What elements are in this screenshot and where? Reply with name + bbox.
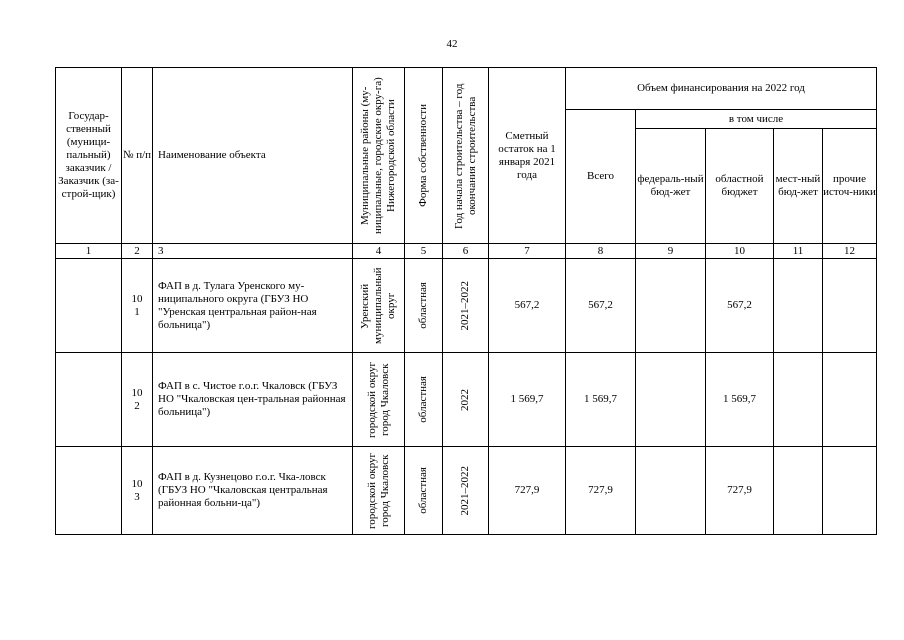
header-regional: областной бюджет	[705, 128, 774, 244]
row-3-municipality	[352, 446, 405, 535]
row-3-ownership-text: областная	[417, 467, 429, 514]
column-number-3: 3	[152, 243, 353, 259]
row-3-no: 10 3	[121, 446, 153, 535]
row-1-municipality-text: Уренский муниципальный округ	[359, 267, 397, 344]
row-3-ownership	[404, 446, 443, 535]
row-1-regional: 567,2	[705, 258, 774, 353]
row-3-federal	[635, 446, 706, 535]
row-1-years-text: 2021–2022	[459, 280, 471, 331]
row-3-other	[822, 446, 877, 535]
header-customer: Государ-ственный (муници-пальный) заказчик / Заказчик (за-строй-щик)	[55, 67, 122, 244]
page-number: 42	[446, 38, 458, 50]
row-1-ownership-text: областная	[417, 282, 429, 329]
row-3-years	[442, 446, 489, 535]
header-total: Всего	[565, 109, 636, 244]
row-2-ownership-text: областная	[417, 376, 429, 423]
row-1-years	[442, 258, 489, 353]
header-other: прочие источ-ники	[822, 128, 877, 244]
header-ownership	[404, 67, 443, 244]
header-estimate: Сметный остаток на 1 января 2021 года	[488, 67, 566, 244]
row-1-total: 567,2	[565, 258, 636, 353]
row-3-customer	[55, 446, 122, 535]
row-3-regional: 727,9	[705, 446, 774, 535]
row-2-no: 10 2	[121, 352, 153, 447]
row-2-regional: 1 569,7	[705, 352, 774, 447]
column-number-4: 4	[352, 243, 405, 259]
column-number-9: 9	[635, 243, 706, 259]
header-local: мест-ный бюд-жет	[773, 128, 823, 244]
row-3-name: ФАП в д. Кузнецово г.о.г. Чка-ловск (ГБУЗ НО "Чкаловская центральная районная больни-ца")	[152, 446, 353, 535]
column-number-6: 6	[442, 243, 489, 259]
header-years-text: Год начала строительства – год окончания строительства	[452, 82, 478, 229]
header-federal: федераль-ный бюд-жет	[635, 128, 706, 244]
header-row-no: № п/п	[121, 67, 153, 244]
row-1-municipality	[352, 258, 405, 353]
row-2-federal	[635, 352, 706, 447]
row-1-name: ФАП в д. Тулага Уренского му-ниципального округа (ГБУЗ НО "Уренская центральная район-ная больница")	[152, 258, 353, 353]
row-1-estimate: 567,2	[488, 258, 566, 353]
row-1-no: 10 1	[121, 258, 153, 353]
column-number-5: 5	[404, 243, 443, 259]
row-2-total: 1 569,7	[565, 352, 636, 447]
header-municipality-text: Муниципальные районы (му-ниципальные, городские окру-га) Нижегородской области	[359, 77, 397, 234]
row-1-ownership	[404, 258, 443, 353]
row-3-years-text: 2021–2022	[459, 465, 471, 516]
row-3-local	[773, 446, 823, 535]
row-2-years-text: 2022	[459, 388, 471, 411]
header-financing: Объем финансирования на 2022 год	[565, 67, 877, 110]
row-1-local	[773, 258, 823, 353]
row-2-estimate: 1 569,7	[488, 352, 566, 447]
header-ownership-text: Форма собственности	[417, 104, 429, 207]
column-number-8: 8	[565, 243, 636, 259]
row-2-other	[822, 352, 877, 447]
column-number-2: 2	[121, 243, 153, 259]
header-including: в том числе	[635, 109, 877, 129]
row-2-years	[442, 352, 489, 447]
row-2-municipality-text: городской округ город Чкаловск	[365, 361, 391, 438]
column-number-12: 12	[822, 243, 877, 259]
row-2-municipality	[352, 352, 405, 447]
column-number-10: 10	[705, 243, 774, 259]
row-2-customer	[55, 352, 122, 447]
row-1-other	[822, 258, 877, 353]
row-3-estimate: 727,9	[488, 446, 566, 535]
row-2-ownership	[404, 352, 443, 447]
column-number-7: 7	[488, 243, 566, 259]
row-2-name: ФАП в с. Чистое г.о.г. Чкаловск (ГБУЗ НО "Чкаловская цен-тральная районная больница")	[152, 352, 353, 447]
row-2-local	[773, 352, 823, 447]
row-3-total: 727,9	[565, 446, 636, 535]
row-1-customer	[55, 258, 122, 353]
header-years	[442, 67, 489, 244]
column-number-1: 1	[55, 243, 122, 259]
header-municipality	[352, 67, 405, 244]
column-number-11: 11	[773, 243, 823, 259]
row-3-municipality-text: городской округ город Чкаловск	[365, 452, 391, 529]
row-1-federal	[635, 258, 706, 353]
header-object-name: Наименование объекта	[152, 67, 353, 244]
